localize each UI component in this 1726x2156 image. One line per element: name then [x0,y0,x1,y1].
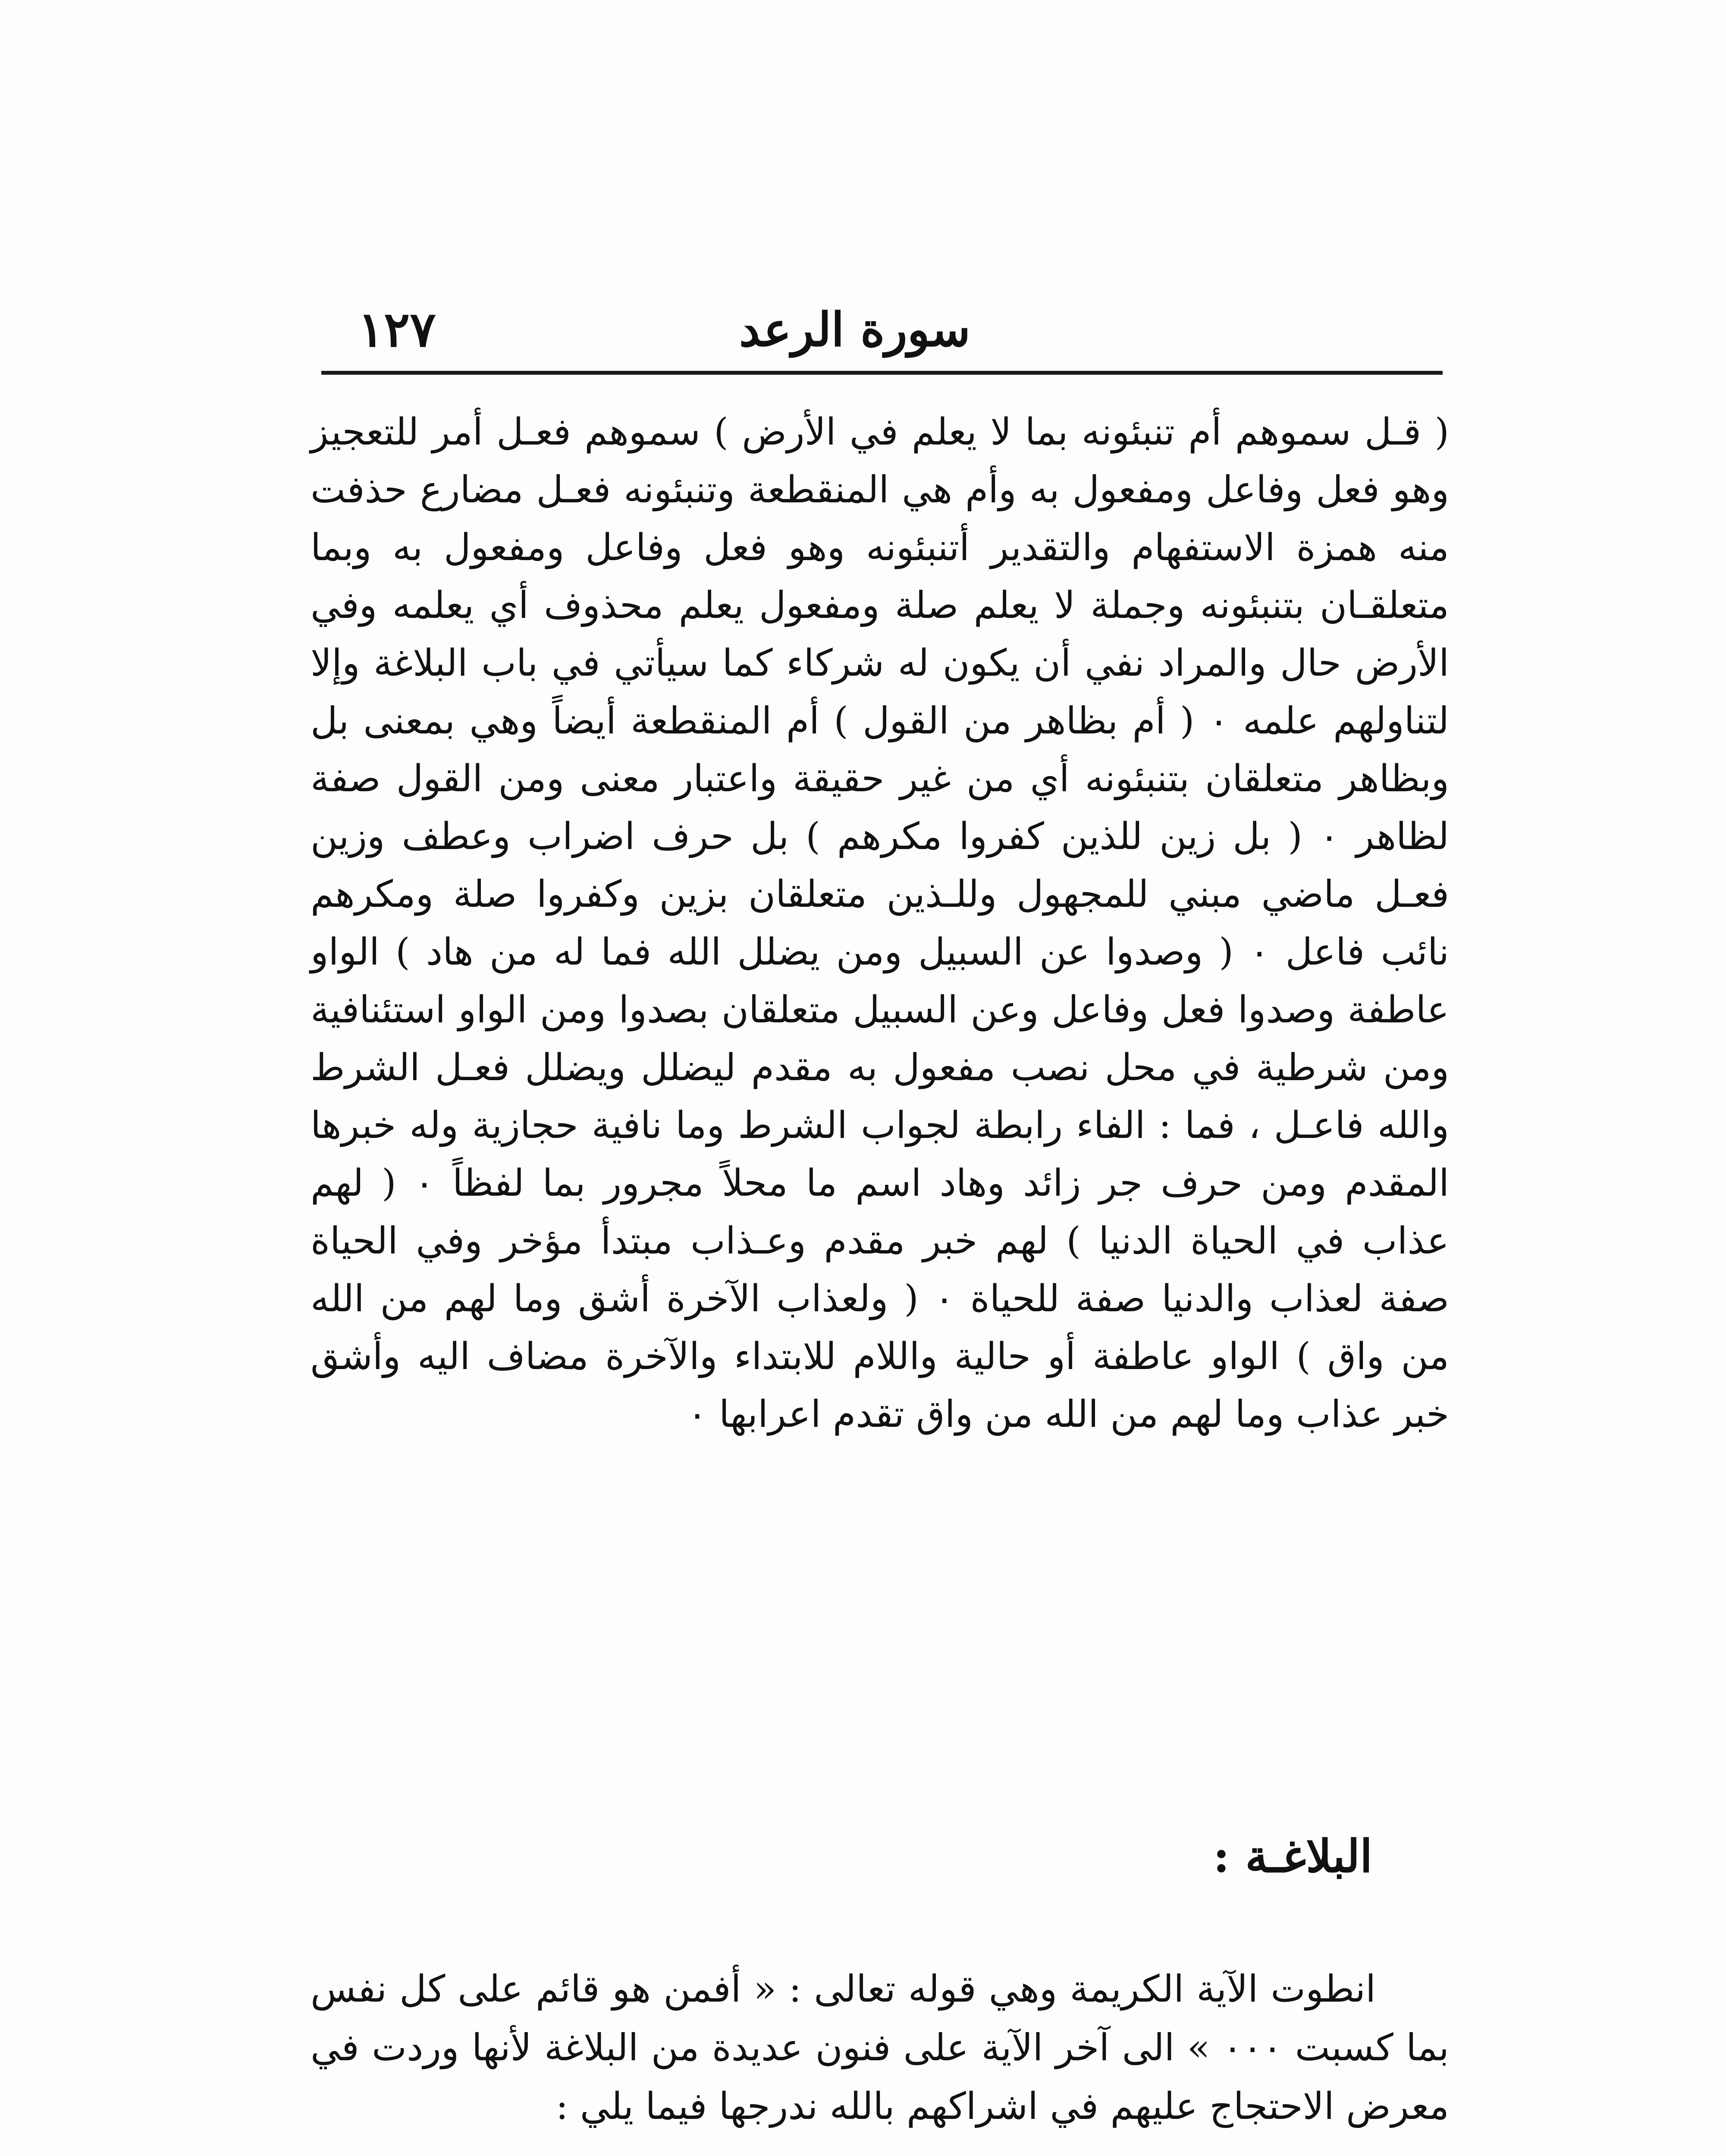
balagha-heading: البلاغـة : [1213,1830,1372,1883]
balagha-paragraph: انطوت الآية الكريمة وهي قوله تعالى : « أفمن هو قائم على كل نفس بما كسبت ٠٠٠ » الى آخر الآية على فنون عديدة من البلاغة لأنها وردت في معرض الاحتجاج عليهم في اشراكهم بالله ندرجها فيما يلي : [311,1968,1449,2128]
irab-section [311,403,1449,1443]
header-divider [321,371,1443,375]
page-number: ١٢٧ [358,301,436,358]
irab-paragraph: ( قـل سموهم أم تنبئونه بما لا يعلم في الأرض ) سموهم فعـل أمر للتعجيز وهو فعل وفاعل ومفعول به وأم هي المنقطعة وتنبئونه فعـل مضارع حذفت منه همزة الاستفهام والتقدير أتنبئونه وهو فعل وفاعل ومفعول به وبما متعلقـان بتنبئونه وجملة لا يعلم صلة ومفعول يعلم محذوف أي يعلمه وفي الأرض حال والمراد نفي أن يكون له شركاء كما سيأتي في باب البلاغة وإلا لتناولهم علمه ٠ ( أم بظاهر من القول ) أم المنقطعة أيضاً وهي بمعنى بل وبظاهر متعلقان بتنبئونه أي من غير حقيقة واعتبار معنى ومن القول صفة لظاهر ٠ ( بل زين للذين كفروا مكرهم ) بل حرف اضراب وعطف وزين فعـل ماضي مبني للمجهول وللـذين متعلقان بزين وكفروا صلة ومكرهم نائب فاعل ٠ ( وصدوا عن السبيل ومن يضلل الله فما له من هاد ) الواو عاطفة وصدوا فعل وفاعل وعن السبيل متعلقان بصدوا ومن الواو استئنافية ومن شرطية في محل نصب مفعول به مقدم ليضلل ويضلل فعـل الشرط والله فاعـل ، فما : الفاء رابطة لجواب الشرط وما نافية حجازية وله خبرها المقدم ومن حرف جر زائد وهاد اسم ما محلاً مجرور بما لفظاً ٠ ( لهم عذاب في الحياة الدنيا ) لهم خبر مقدم وعـذاب مبتدأ مؤخر وفي الحياة صفة لعذاب والدنيا صفة للحياة ٠ ( ولعذاب الآخرة أشق وما لهم من الله من واق ) الواو عاطفة أو حالية واللام للابتداء والآخرة مضاف اليه وأشق خبر عذاب وما لهم من الله من واق تقدم اعرابها ٠ [311,411,1449,1436]
page-header [328,298,1440,371]
surah-title: سورة الرعد [739,303,970,357]
